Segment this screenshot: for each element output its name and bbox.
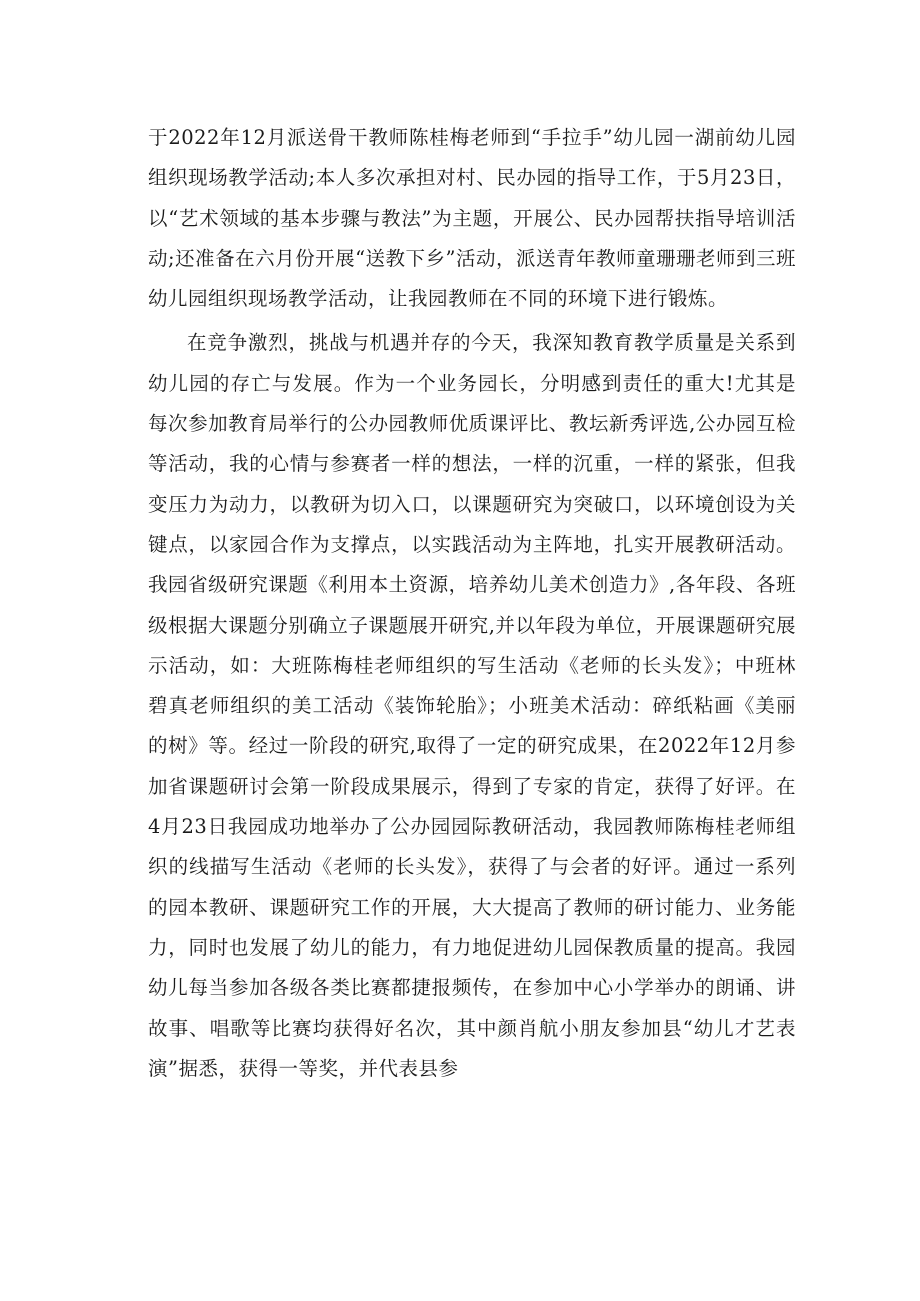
paragraph-2: 在竞争激烈，挑战与机遇并存的今天，我深知教育教学质量是关系到幼儿园的存亡与发展。作为一个业务园长，分明感到责任的重大!尤其是每次参加教育局举行的公办园教师优质课评比、教坛新秀评选,公办园互检等活动，我的心情与参赛者一样的想法，一样的沉重，一样的紧张，但我变压力为动力，以教研为切入口，以课题研究为突破口，以环境创设为关键点，以家园合作为支撑点，以实践活动为主阵地，扎实开展教研活动。我园省级研究课题《利用本土资源，培养幼儿美术创造力》,各年段、各班级根据大课题分别确立子课题展开研究,并以年段为单位，开展课题研究展示活动，如：大班陈梅桂老师组织的写生活动《老师的长头发》；中班林碧真老师组织的美工活动《装饰轮胎》；小班美术活动：碎纸粘画《美丽的树》等。经过一阶段的研究,取得了一定的研究成果，在2022年12月参加省课题研讨会第一阶段成果展示，得到了专家的肯定，获得了好评。在4月23日我园成功地举办了公办园园际教研活动，我园教师陈梅桂老师组织的线描写生活动《老师的长头发》，获得了与会者的好评。通过一系列的园本教研、课题研究工作的开展，大大提高了教师的研讨能力、业务能力，同时也发展了幼儿的能力，有力地促进幼儿园保教质量的提高。我园幼儿每当参加各级各类比赛都捷报频传，在参加中心小学举办的朗诵、讲故事、唱歌等比赛均获得好名次，其中颜肖航小朋友参加县“幼儿才艺表演”据悉，获得一等奖，并代表县参 <box>148 331 796 1080</box>
paragraph-1: 于2022年12月派送骨干教师陈桂梅老师到“手拉手”幼儿园一湖前幼儿园组织现场教学活动;本人多次承担对村、民办园的指导工作，于5月23日，以“艺术领域的基本步骤与教法”为主题，开展公、民办园帮扶指导培训活动;还准备在六月份开展“送教下乡”活动，派送青年教师童珊珊老师到三班幼儿园组织现场教学活动，让我园教师在不同的环境下进行锻炼。 <box>148 126 797 311</box>
document-body <box>148 118 796 1089</box>
